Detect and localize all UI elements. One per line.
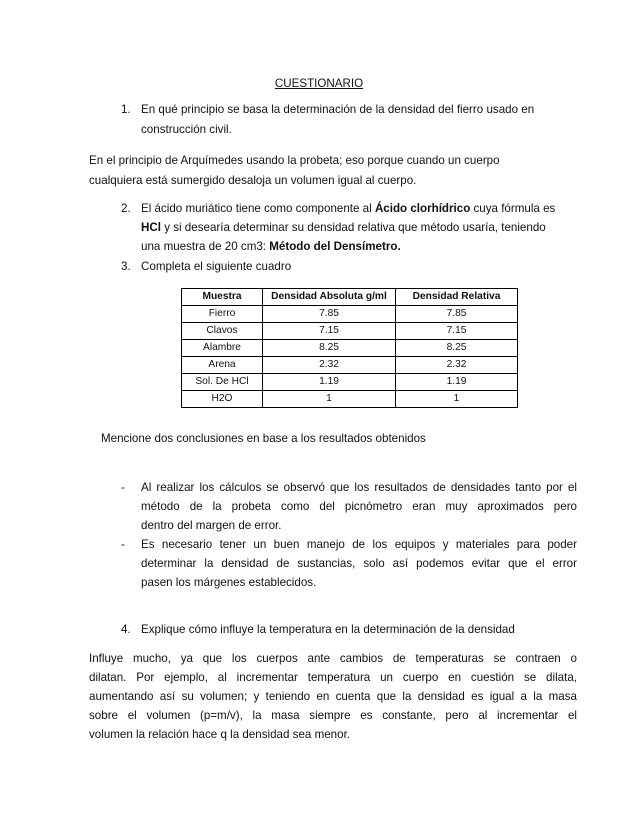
table-header-row — [182, 289, 518, 306]
table-cell: Sol. De HCl — [182, 374, 263, 391]
q4-number: 4. — [121, 623, 131, 636]
table-row — [182, 340, 518, 357]
q3-number: 3. — [121, 260, 131, 273]
table-cell: 7.85 — [396, 306, 518, 323]
a4-line-2: dilatan. Por ejemplo, al incrementar temperatura un cuerpo en cuestión se dilata, — [89, 671, 577, 684]
table-cell: 1 — [396, 391, 518, 408]
table-header-cell: Muestra — [182, 289, 263, 306]
table-header-cell: Densidad Relativa — [396, 289, 518, 306]
bullet-dash: - — [121, 481, 125, 494]
table-cell: 1.19 — [263, 374, 396, 391]
q2-number: 2. — [121, 202, 131, 215]
q2-line-1: El ácido muriático tiene como componente al Ácido clorhídrico cuya fórmula es — [141, 202, 556, 215]
bullet-2-line-2: determinar la densidad de sustancias, solo así podemos evitar que el error — [141, 557, 577, 570]
table-cell: 1 — [263, 391, 396, 408]
bullet-dash: - — [121, 538, 125, 551]
table-row — [182, 391, 518, 408]
table-row — [182, 323, 518, 340]
bullet-1-line-2: método de la probeta como del picnómetro eran muy aproximados pero — [141, 500, 577, 513]
table-cell: 2.32 — [396, 357, 518, 374]
q3-text: Completa el siguiente cuadro — [141, 260, 292, 273]
bullet-2-line-3: pasen los márgenes establecidos. — [141, 576, 317, 589]
q1-line-1: En qué principio se basa la determinación de la densidad del fierro usado en — [141, 103, 535, 116]
a1-line-1: En el principio de Arquímedes usando la probeta; eso porque cuando un cuerpo — [89, 154, 500, 167]
density-table — [181, 288, 518, 408]
table-cell: Clavos — [182, 323, 263, 340]
bullet-1-line-1: Al realizar los cálculos se observó que los resultados de densidades tanto por el — [141, 481, 577, 494]
a4-line-5: volumen la relación hace q la densidad sea menor. — [89, 728, 351, 741]
table-row — [182, 374, 518, 391]
table-row — [182, 306, 518, 323]
table-cell: 8.25 — [396, 340, 518, 357]
conclusions-prompt: Mencione dos conclusiones en base a los resultados obtenidos — [101, 432, 426, 445]
table-cell: 8.25 — [263, 340, 396, 357]
table-cell: Fierro — [182, 306, 263, 323]
table-cell: Arena — [182, 357, 263, 374]
a4-line-4: sobre el volumen (p=m/v), la masa siempre es constante, pero al incrementar el — [89, 709, 577, 722]
q4-text: Explique cómo influye la temperatura en la determinación de la densidad — [141, 623, 515, 636]
table-cell: 7.85 — [263, 306, 396, 323]
a4-line-3: aumentando así su volumen; y teniendo en cuenta que la densidad es igual a la masa — [89, 690, 577, 703]
table-cell: H2O — [182, 391, 263, 408]
bullet-2-line-1: Es necesario tener un buen manejo de los equipos y materiales para poder — [141, 538, 577, 551]
document-title: CUESTIONARIO — [274, 77, 364, 90]
bullet-1-line-3: dentro del margen de error. — [141, 519, 282, 532]
table-header-cell: Densidad Absoluta g/ml — [263, 289, 396, 306]
q2-line-3: una muestra de 20 cm3: Método del Densímetro. — [141, 240, 401, 253]
q2-line-2: HCl y si desearía determinar su densidad relativa que método usaría, teniendo — [141, 221, 546, 234]
table-cell: Alambre — [182, 340, 263, 357]
table-cell: 7.15 — [263, 323, 396, 340]
a1-line-2: cualquiera está sumergido desaloja un volumen igual al cuerpo. — [89, 174, 417, 187]
table-cell: 7.15 — [396, 323, 518, 340]
q1-number: 1. — [121, 103, 131, 116]
q1-line-2: construcción civil. — [141, 123, 232, 136]
table-cell: 2.32 — [263, 357, 396, 374]
a4-line-1: Influye mucho, ya que los cuerpos ante cambios de temperaturas se contraen o — [89, 652, 577, 665]
table-cell: 1.19 — [396, 374, 518, 391]
table-row — [182, 357, 518, 374]
